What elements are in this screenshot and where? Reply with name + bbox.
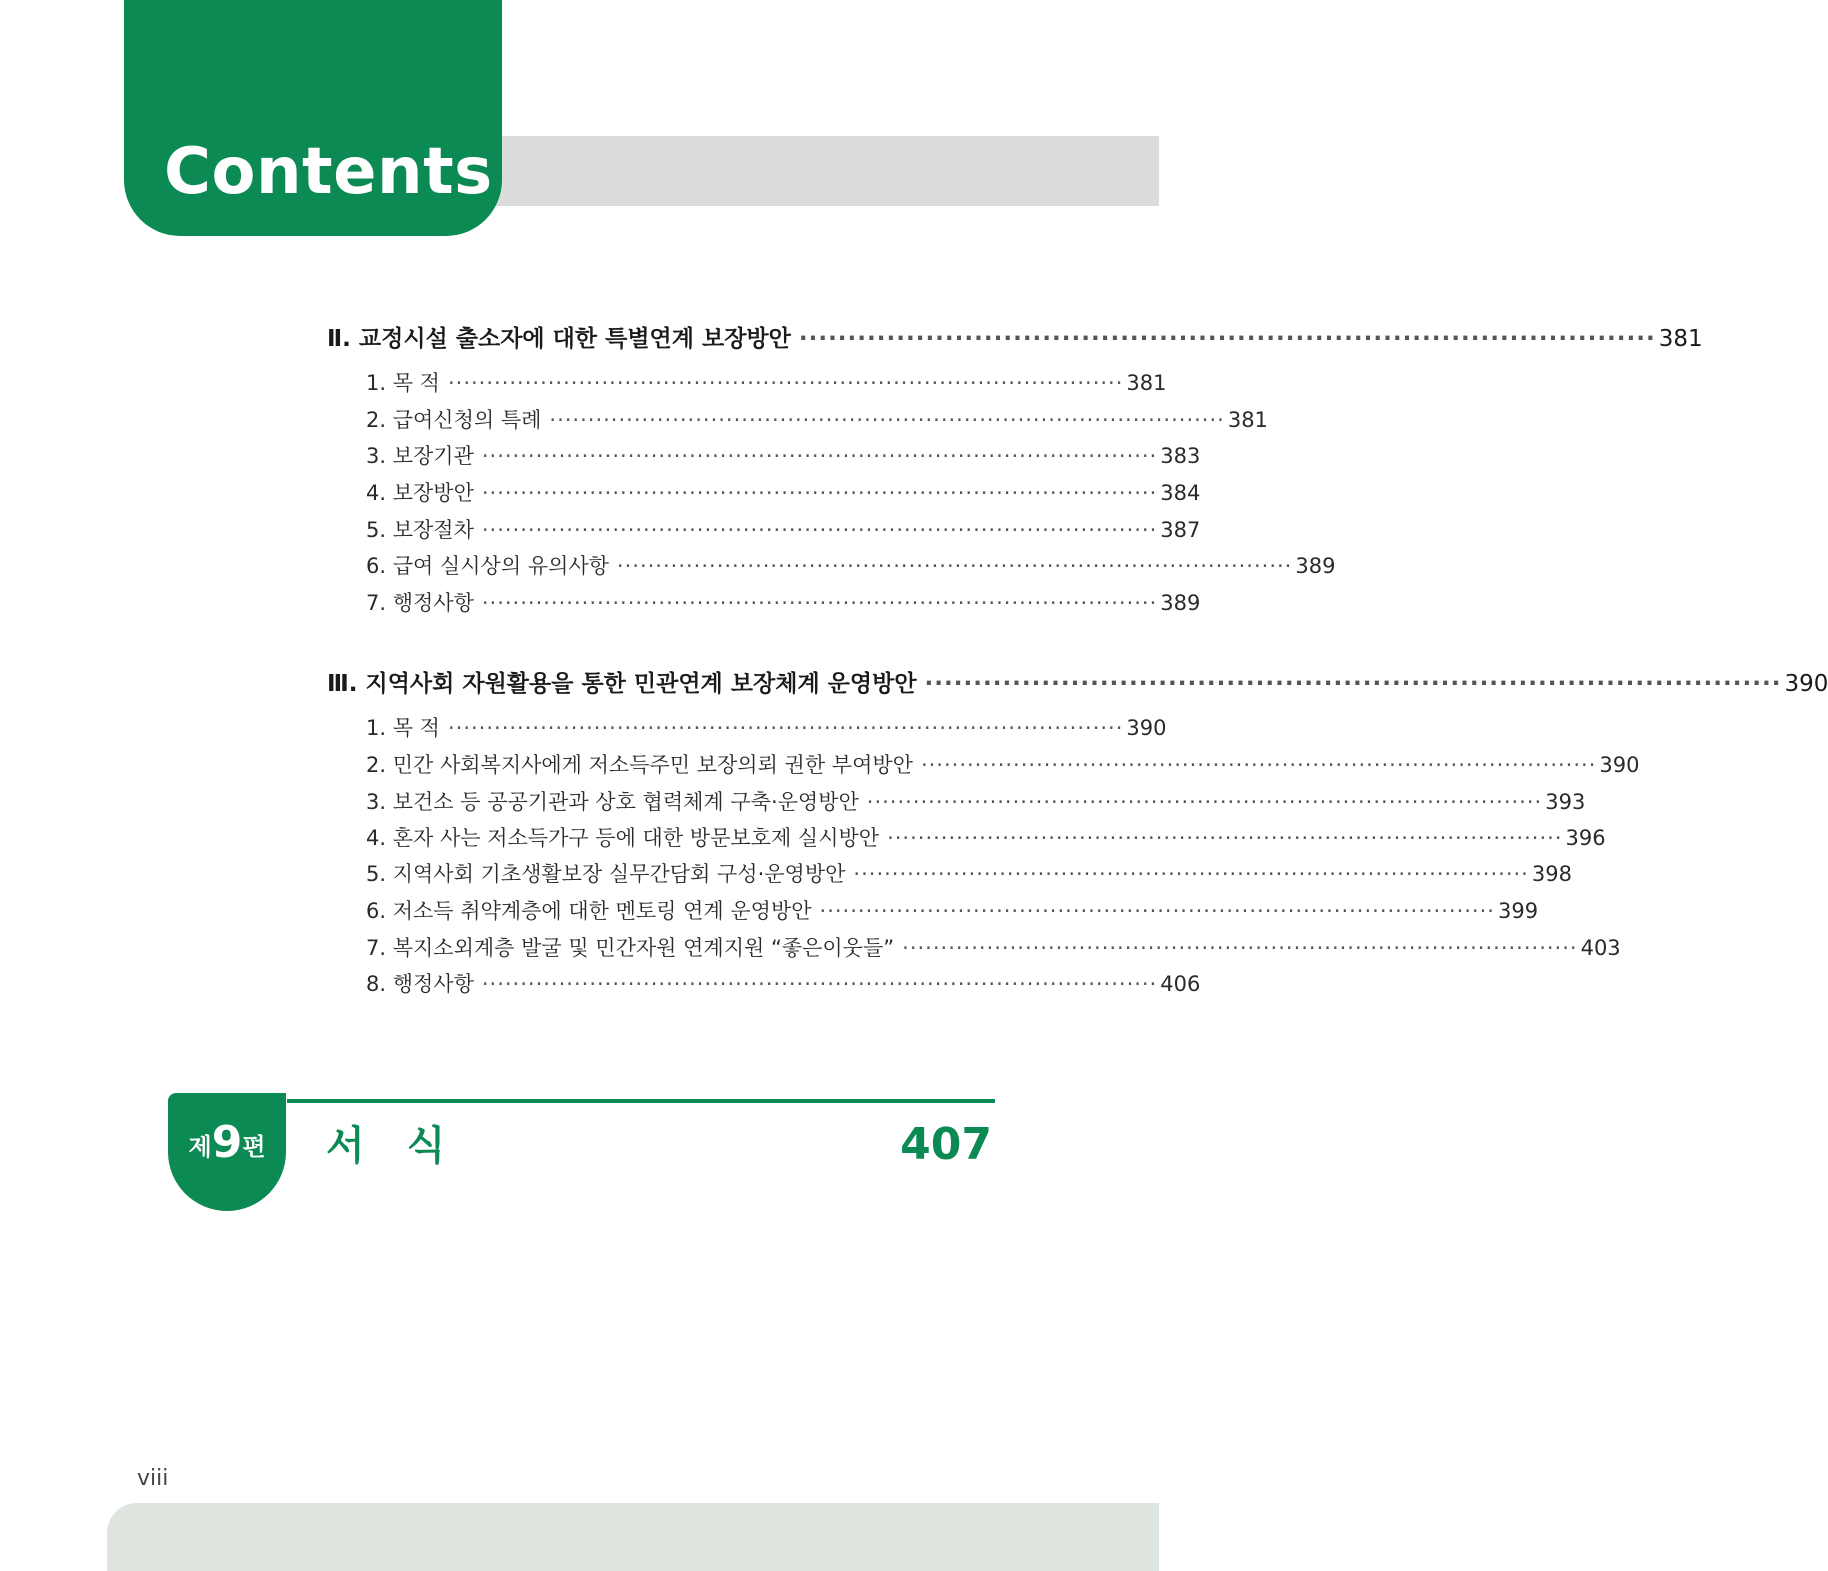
part-prefix: 제 bbox=[188, 1133, 212, 1161]
toc-item-label: 4. 혼자 사는 저소득가구 등에 대한 방문보호제 실시방안 bbox=[366, 826, 880, 850]
toc-heading[interactable] bbox=[327, 320, 1703, 356]
header-band bbox=[480, 136, 1159, 206]
leader-dots: ························································································ bbox=[866, 790, 1543, 814]
leader-dots: ························································································ bbox=[616, 554, 1293, 578]
leader-dots: ························································································ bbox=[447, 716, 1124, 740]
toc-item[interactable] bbox=[366, 477, 1201, 507]
toc-item-page: 403 bbox=[1580, 936, 1621, 960]
toc-item-page: 393 bbox=[1545, 790, 1586, 814]
part-badge bbox=[168, 1093, 286, 1211]
toc-item-label: 3. 보장기관 bbox=[366, 444, 474, 468]
toc-item-page: 396 bbox=[1565, 826, 1606, 850]
toc-item-page: 406 bbox=[1160, 972, 1201, 996]
toc-item-page: 389 bbox=[1295, 554, 1336, 578]
leader-dots: ························································································ bbox=[481, 444, 1158, 468]
leader-dots: ························································································ bbox=[819, 899, 1495, 923]
toc-item-label: 6. 저소득 취약계층에 대한 멘토링 연계 운영방안 bbox=[366, 899, 812, 923]
toc-item-label: 1. 목 적 bbox=[366, 716, 440, 740]
toc-item-page: 383 bbox=[1160, 444, 1201, 468]
leader-dots: ························································································ bbox=[853, 862, 1529, 886]
toc-item-label: 8. 행정사항 bbox=[366, 972, 474, 996]
toc-item-label: 6. 급여 실시상의 유의사항 bbox=[366, 554, 609, 578]
part-divider bbox=[287, 1099, 995, 1103]
toc-item-label: 4. 보장방안 bbox=[366, 481, 474, 505]
part-number: 9 bbox=[211, 1117, 243, 1168]
leader-dots: ························································································ bbox=[447, 371, 1124, 395]
toc-item[interactable] bbox=[366, 822, 1606, 852]
leader-dots: ························································································ bbox=[549, 408, 1225, 432]
toc-item-page: 381 bbox=[1227, 408, 1268, 432]
toc-item[interactable] bbox=[366, 712, 1167, 742]
toc-item[interactable] bbox=[366, 587, 1201, 617]
toc-item-label: 1. 목 적 bbox=[366, 371, 440, 395]
toc-item-page: 381 bbox=[1126, 371, 1167, 395]
leader-dots: ························································································ bbox=[481, 591, 1158, 615]
toc-item-page: 384 bbox=[1160, 481, 1201, 505]
toc-item[interactable] bbox=[366, 749, 1640, 779]
toc-heading-page: 381 bbox=[1658, 326, 1703, 352]
part-title[interactable]: 서 식 bbox=[326, 1123, 460, 1169]
toc-item[interactable] bbox=[366, 895, 1539, 925]
toc-item[interactable] bbox=[366, 786, 1586, 816]
leader-dots: ························································································ bbox=[902, 936, 1578, 960]
toc-item-label: 2. 민간 사회복지사에게 저소득주민 보장의뢰 권한 부여방안 bbox=[366, 753, 913, 777]
leader-dots: ························································································ bbox=[481, 481, 1158, 505]
toc-item-label: 7. 행정사항 bbox=[366, 591, 474, 615]
footer-band bbox=[107, 1503, 1159, 1571]
leader-dots: ························································································ bbox=[481, 518, 1158, 542]
toc-item-label: 2. 급여신청의 특례 bbox=[366, 408, 542, 432]
toc-item[interactable] bbox=[366, 550, 1336, 580]
toc-heading-label: Ⅱ. 교정시설 출소자에 대한 특별연계 보장방안 bbox=[327, 326, 791, 352]
leader-dots: ························································································ bbox=[481, 972, 1158, 996]
toc-item-page: 390 bbox=[1599, 753, 1640, 777]
folio-page-number: viii bbox=[137, 1466, 169, 1491]
toc-item-page: 389 bbox=[1160, 591, 1201, 615]
toc-heading[interactable] bbox=[327, 665, 1828, 701]
part-page-number: 407 bbox=[900, 1119, 992, 1170]
leader-dots: ························································································ bbox=[887, 826, 1563, 850]
toc-item[interactable] bbox=[366, 968, 1201, 998]
part-suffix: 편 bbox=[242, 1133, 266, 1161]
toc-heading-page: 390 bbox=[1784, 671, 1828, 697]
toc-item-label: 5. 보장절차 bbox=[366, 518, 474, 542]
toc-item-page: 387 bbox=[1160, 518, 1201, 542]
leader-dots: ························································································ bbox=[924, 671, 1782, 697]
toc-item[interactable] bbox=[366, 367, 1167, 397]
toc-item[interactable] bbox=[366, 440, 1201, 470]
toc-item-page: 399 bbox=[1497, 899, 1539, 923]
toc-item-label: 5. 지역사회 기초생활보장 실무간담회 구성·운영방안 bbox=[366, 862, 846, 886]
page-title: Contents bbox=[164, 135, 493, 209]
toc-heading-label: Ⅲ. 지역사회 자원활용을 통한 민관연계 보장체계 운영방안 bbox=[327, 671, 917, 697]
toc-item-page: 390 bbox=[1126, 716, 1167, 740]
toc-item-page: 398 bbox=[1531, 862, 1572, 886]
toc-item[interactable] bbox=[366, 404, 1268, 434]
leader-dots: ························································································ bbox=[798, 326, 1656, 352]
toc-item[interactable] bbox=[366, 858, 1572, 888]
toc-item-label: 3. 보건소 등 공공기관과 상호 협력체계 구축·운영방안 bbox=[366, 790, 859, 814]
toc-item[interactable] bbox=[366, 514, 1201, 544]
toc-item[interactable] bbox=[366, 932, 1621, 962]
toc-item-label: 7. 복지소외계층 발굴 및 민간자원 연계지원 “좋은이웃들” bbox=[366, 936, 895, 960]
leader-dots: ························································································ bbox=[920, 753, 1597, 777]
